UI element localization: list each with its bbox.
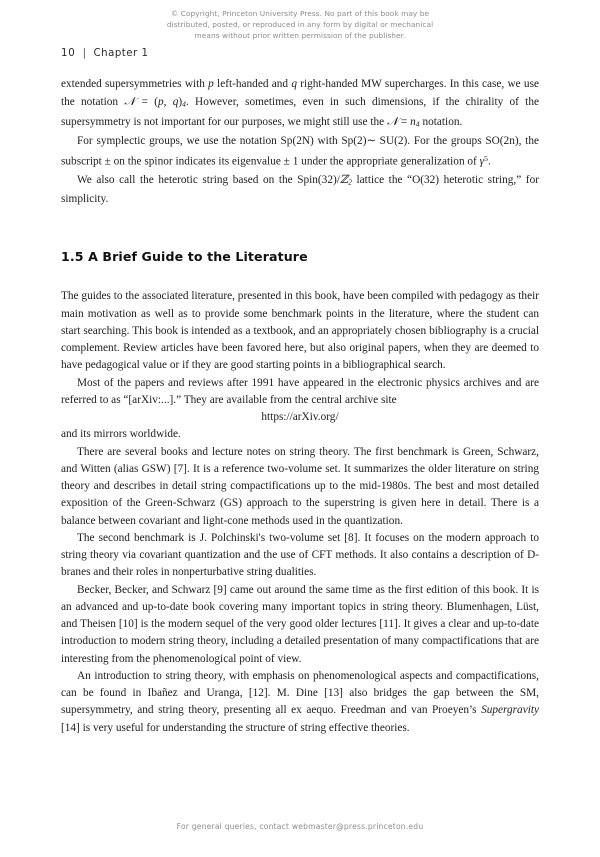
copyright-line-3: means without prior written permission of the publisher. — [194, 31, 406, 41]
paragraph-ibanez: An introduction to string theory, with emphasis on phenomenological aspects and compactifications, can be found in Ibañez and Uranga, [12]. M. Dine [13] also bridges the gap between the SM, supersymmetry, and string theory, presenting all ex aequo. Freedman and van Proeyen’s Supergravity [14] is very useful for understanding the structure of string effective theories. — [61, 669, 539, 734]
paragraph-archives: Most of the papers and reviews after 1991 have appeared in the electronic physics archives and are referred to as “[arXiv:...].” They are available from the central archive site — [61, 376, 539, 406]
running-head — [61, 48, 148, 59]
spacer-before-heading — [61, 208, 539, 248]
paragraph-becker: Becker, Becker, and Schwarz [9] came out around the same time as the first edition of this book. It is an advanced and up-to-date book covering many important topics in string theory. Blumenhagen, Lüst, and Theisen [10] is the modern sequel of the very good older lectures [11]. It gives a clear and up-to-date introduction to modern string theory, including a detailed presentation of many compactifications that are interesting from the phenomenological point of view. — [61, 583, 539, 665]
paragraph-symplectic-groups: For symplectic groups, we use the notation Sp(2N) with Sp(2)∼ SU(2). For the groups SO(2n), the subscript ± on the spinor indicates its eigenvalue ± 1 under the appropriate generalization of $\gamma^5$. — [61, 135, 539, 168]
arxiv-url: https://arXiv.org/ — [261, 411, 339, 424]
copyright-line-1: © Copyright, Princeton University Press. No part of this book may be — [170, 9, 430, 18]
running-head-separator: | — [82, 48, 87, 59]
paragraph-heterotic-string: We also call the heterotic string based on the Spin(32)/ℤ$_2$ lattice the “O(32) heterotic string,” for simplicity. — [61, 173, 539, 206]
paragraph-polchinski: The second benchmark is J. Polchinski's two-volume set [8]. It focuses on the modern approach to string theory via covariant quantization and the use of CFT methods. It also contains a description of D-branes and their roles in nonperturbative string dualities. — [61, 531, 539, 579]
text-block — [61, 76, 539, 737]
paragraph-continued: extended supersymmetries with p left-handed and q right-handed MW supercharges. In this case, we use the notation 𝒩 = (p, $q)_4$. However, sometimes, even in such dimensions, if the chirality of the supersymmetry is not important for our purposes, we might still use the 𝒩 = $n_4$ notation. — [61, 78, 539, 129]
copyright-notice — [0, 8, 600, 42]
paragraph-mirrors: and its mirrors worldwide. — [61, 428, 181, 441]
running-head-chapter: Chapter 1 — [93, 48, 149, 59]
copyright-line-2: distributed, posted, or reproduced in any form by digital or mechanical — [166, 20, 434, 30]
paragraph-guides: The guides to the associated literature, presented in this book, have been compiled with pedagogy as their main motivation as well as to provide some benchmark points in the literature, where the student can start searching. This book is intended as a textbook, and an appropriately chosen bibliography is a crucial complement. Review articles have been favored here, but also original papers, when they are deemed to have pedagogical value or if they are good starting points in a bibliographical search. — [61, 290, 539, 372]
footer-contact-notice: For general queries, contact webmaster@press.princeton.edu — [176, 822, 424, 831]
spacer-after-heading — [61, 265, 539, 288]
page-folio-number: 10 — [61, 48, 76, 59]
paragraph-gsw: There are several books and lecture notes on string theory. The first benchmark is Green, Schwarz, and Witten (alias GSW) [7]. It is a reference two-volume set. It summarizes the older literature on string theory and describes in detail string compactifications up to the mid-1980s. The best and most detailed exposition of the Green-Schwarz (GS) approach to the superstring is given here in detail. There is a balance between covariant and light-cone methods used in the quantization. — [61, 445, 539, 527]
section-heading: 1.5 A Brief Guide to the Literature — [61, 249, 308, 265]
